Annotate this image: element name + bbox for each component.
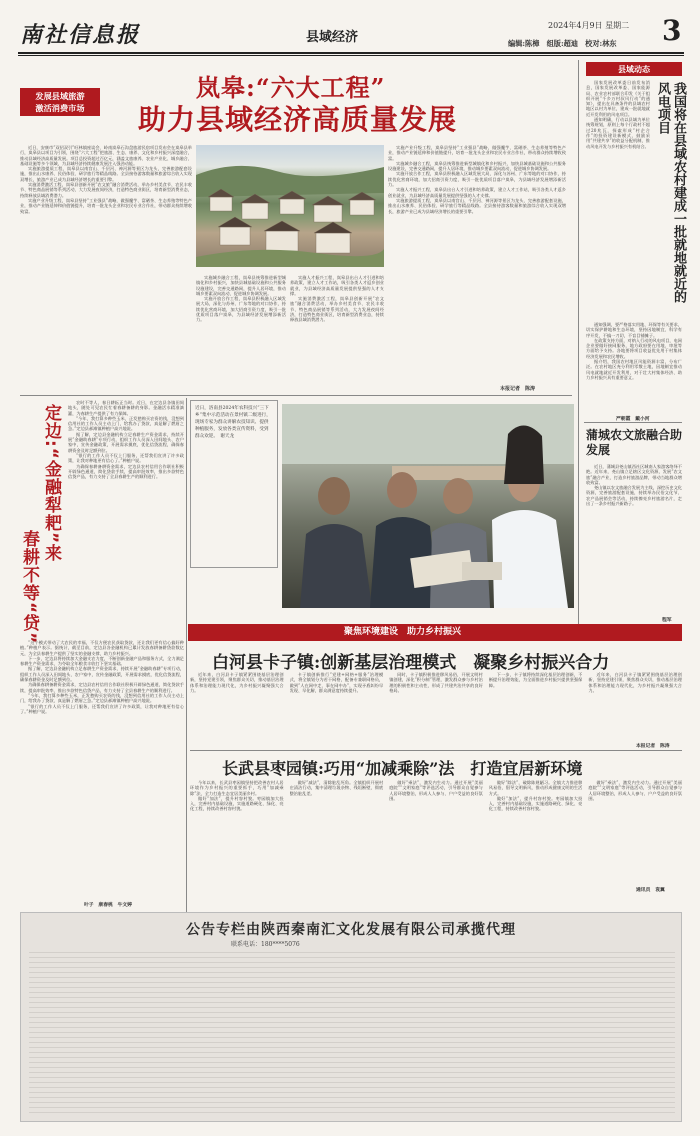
left-paragraph: 为确保春耕备耕资金需求，定边县农村信用合作联社积极开辟绿色通道，简化贷款手续，提高审批效率，推出多款特色信贷产品，有力支持了全县春耕生产的顺利进行。: [20, 682, 184, 693]
story-a-paragraph: 同时，卡子镇积极推进移风易俗，开展文明村镇创建，深化“积分制”管理，激发群众参与乡村治理的积极性和主动性，形成了共建共治共享的良好格局。: [389, 672, 483, 693]
photo-caption: 近日，洛南县2024年农科技兴“三下乡”集中示范活动在景村镇二级进行，现场专家为群众讲解农技知识、提供种植服务，发放各类宣传资料，受到群众欢迎。 谢天龙: [195, 406, 271, 439]
notice-title: 公告专栏由陕西秦南汇文化发展有限公司承揽代理: [186, 922, 516, 938]
side-paragraph: 据介绍，我国农村地区风能资源丰富，分布广泛。在农村地区充分利用零散土地，因地制宜推动风电就地就近开发利用，对于壮大村集体经济、助力乡村振兴具有重要意义。: [586, 359, 682, 380]
page-number: 3: [662, 14, 682, 47]
story-a-paragraph: 近年来，白河县卡子镇紧紧围绕基层治理创新，坚持党建引领，聚焦群众关切，推动基层治理体系和治理能力现代化，为乡村振兴凝聚强大合力。: [190, 672, 284, 693]
story-a-paragraph: 卡子镇创新推行“党建+网格+服务”治理模式，将全镇划分为若干网格，配备专兼职网格员，做到“人在网中走、事在网中办”，实现矛盾纠纷早发现、早化解，群众满意度持续提升。: [289, 672, 384, 693]
left-column-rule: [186, 398, 187, 912]
story-divider: [190, 750, 682, 751]
story-b-paragraph: 做好“乘法”，激发内生动力。通过开展“美丽庭院”“文明家庭”等评选活动，引导群众自觉参与人居环境整治，形成人人参与、户户受益的良好氛围。: [588, 780, 682, 801]
lead-paragraph: 实施城乡融合工程，岚皋县统筹推进新型城镇化和乡村振兴，加快县城基础设施和公共服务设施建设，完善交通路网，提升人居环境，推动城乡要素双向流动，促进城乡协调发展。: [196, 275, 286, 296]
lead-paragraph: 实施旅游提质工程，岚皋县以南宫山、千层河、神河源等景区为龙头，完善旅游配套设施，推出山水康养、民俗体验、研学旅行等精品线路。全县接待游客数量和旅游综合收入实现双增长，旅游产业已成为县域经济增长的重要引擎。: [20, 166, 192, 182]
left-paragraph: 下一步，定边县将持续加大金融支农力度，不断创新金融产品和服务方式，全力满足春耕生产资金需求，为夺取全年粮食丰收打下坚实基础。: [20, 655, 184, 667]
section-name: 县域经济: [306, 30, 359, 45]
lead-paragraph: 实施产业升级工程，岚皋县坚持“工业强县”战略，做强魔芋、富硒茶、生态养殖等特色产业，推动产业链延伸和价值链提升，培育一批龙头企业和农民专业合作社，带动群众持续增收致富。: [20, 197, 192, 214]
photo-caption-box: [190, 400, 278, 568]
masthead: [0, 0, 700, 60]
left-story-title-1: 定边:“金融犁耙”来: [41, 404, 61, 563]
main-photo-farmers: [282, 404, 574, 608]
story-a-paragraph: 下一步，卡子镇将持续深化基层治理创新，不断提升治理效能，为全面推进乡村振兴提供坚强保障。: [488, 672, 583, 688]
left-paragraph: “银行的工作人员不仅上门服务，还帮我们宣讲了许多政策，让我对种地更有信心了。”种植户说。: [68, 452, 184, 464]
side2-paragraph: 尧山镇以农文旅融合发展为主线，深挖历史文化资源，完善旅游配套设施，持续举办民俗文化节、农产品展销会等活动，持续擦亮乡村旅游名片，走出了一条乡村振兴新路子。: [586, 485, 682, 507]
lead-paragraph: 实施消费激活工程，岚皋县创新开展“农文旅”融合消费活动，举办乡村美食节、农民丰收节、特色商品展销等系列活动，大力发展夜间经济，打造特色商业街区，培育新型消费业态，持续释放县域消费潜力。: [20, 182, 192, 198]
story-b-title: 长武县枣园镇:巧用“加减乘除”法 打造宜居新环境: [222, 759, 583, 778]
lead-paragraph: 实施旅游提质工程，岚皋县以南宫山、千层河、神河源等景区为龙头，完善旅游配套设施，推出山水康养、民俗体验、研学旅行等精品线路。全县接待游客数量和旅游综合收入实现双增长，旅游产业已成为县域经济增长的重要引擎。: [388, 197, 566, 214]
side-story-body-2: [586, 322, 682, 414]
left-paragraph: 农时不等人，春日耕耘正当时。近日，在定边县各镇田间地头，随处可见农民忙着春耕备耕的身影。金融活水精准滴灌，为春耕生产提供了有力保障。: [68, 400, 184, 416]
side-story-byline: 严朝霞 戴小河: [616, 416, 650, 422]
masthead-rule: [18, 52, 684, 54]
story-b-paragraph: 今年以来，长武县枣园镇坚持把改善农村人居环境作为乡村振兴的重要抓手，巧用“加减乘除”法，全力打造生态宜居美丽乡村。: [190, 780, 284, 796]
story-b-paragraph: 做好“加法”，提升村容村貌。枣园镇加大投入，完善村内基础设施，实施道路硬化、绿化、亮化工程，持续改善村容村貌。: [190, 795, 284, 812]
notice-block: [20, 912, 682, 1122]
column-rule: [578, 60, 579, 624]
lead-body-col2: [196, 275, 286, 395]
lead-byline: 本报记者 陈涛: [500, 386, 536, 392]
side2-paragraph: 近日，蒲城县尧山镇西社区城南人家游客络绎不绝。近年来，尧山镇立足辖区文化资源，发展“农文旅”融合产业，打造乡村旅游品牌，带动当地群众增收致富。: [586, 464, 682, 485]
story-b-byline: 通讯员 袁翼: [636, 887, 665, 893]
paper-name: 南社信息报: [20, 22, 141, 48]
side-story2-byline: 程军: [662, 617, 672, 623]
story-b-paragraph: 做好“减法”，清除脏乱死角。全镇组织开展村庄清洁行动，集中清理垃圾杂物、残垣断壁，彻底整治脏乱差。: [289, 780, 384, 796]
lead-paragraph: 实施产业升级工程，岚皋县坚持“工业强县”战略，做强魔芋、富硒茶、生态养殖等特色产业，推动产业链延伸和价值链提升，培育一批龙头企业和农民专业合作社，带动群众持续增收致富。: [388, 145, 566, 161]
lead-body-col1: [20, 145, 192, 385]
side-story-body: [586, 80, 650, 320]
story-a-byline: 本报记者 陈涛: [636, 743, 670, 749]
lead-title-line1: 岚皋:“六大工程”: [196, 73, 386, 102]
farmers-illustration: [282, 404, 574, 608]
story-a-paragraph: 近年来，白河县卡子镇紧紧围绕基层治理创新，坚持党建引领，聚焦群众关切，推动基层治理体系和治理能力现代化，为乡村振兴凝聚强大合力。: [588, 672, 682, 693]
side-story-title: 我国将在县域农村建成一批就地就近的风电项目: [655, 82, 686, 303]
story-b-paragraph: 做好“乘法”，激发内生动力。通过开展“美丽庭院”“文明家庭”等评选活动，引导群众自觉参与人居环境整治，形成人人参与、户户受益的良好氛围。: [389, 780, 483, 801]
side-story2-title: 蒲城农文旅融合助发展: [586, 428, 683, 457]
side-story2-body: [586, 464, 682, 614]
notice-phone: 联系电话：180****5076: [231, 941, 300, 948]
left-story-body-a: [68, 400, 184, 636]
left-paragraph: “今年，我打算多种些玉米，正发愁购买农资的钱，没想到信用社的工作人员主动上门，给我办了贷款，真是解了燃眉之急。”定边县郝滩镇种植户高兴地说。: [68, 415, 184, 432]
story-b-body: [190, 780, 682, 884]
left-paragraph: 为确保春耕备耕资金需求，定边县农村信用合作联社积极开辟绿色通道，简化贷款手续，提高审批效率，推出多款特色信贷产品，有力支持了全县春耕生产的顺利进行。: [68, 463, 184, 480]
left-paragraph: 据了解，定边县金融机构立足春耕生产资金需求，持续开展“金融助春耕”专项行动，组织工作人员深入田间地头、农户家中，宣传金融政策，开展需求摸底，优化信贷流程，确保春耕资金及时足额到位。: [68, 431, 184, 453]
left-story-title-2: 春耕不等“贷”: [19, 530, 39, 645]
village-illustration: [196, 145, 384, 267]
left-paragraph: “今年，我打算多种些玉米，正发愁购买农资的钱，没想到信用社的工作人员主动上门，给我办了贷款，真是解了燃眉之急。”定边县郝滩镇种植户高兴地说。: [20, 692, 184, 704]
side-paragraph: 通知强调，要严格落实用地、环保等有关要求，切实保护耕地和生态环境，坚持因地制宜、科学有序开发，不搞一刀切，不盲目铺摊子。: [586, 322, 682, 338]
left-story-body-b: [20, 640, 184, 898]
lead-paragraph: 实施人才振兴工程，岚皋县出台人才引进和培养政策，建立人才工作站，吸引各类人才返乡创业就业，为县域经济高质量发展提供坚强的人才支撑。: [388, 187, 566, 198]
side-paragraph: 在政策支持方面，对纳入行动的风电项目，电网企业要做好接网服务，地方政府要在用地、审批等方面给予支持。各地要将项目收益优先用于村集体经济发展和农民增收。: [586, 337, 682, 359]
left-paragraph: “银行的工作人员不仅上门服务，还帮我们宣讲了许多政策，让我对种地更有信心了。”种植户说。: [20, 703, 184, 714]
notice-grid: [29, 951, 675, 1117]
banner-title: 聚焦环境建设 助力乡村振兴: [344, 627, 462, 637]
lead-header: [20, 60, 572, 140]
side-paragraph: 国家发展改革委日前发布消息，国家发展改革委、国家能源局、农业农村部联合印发《关于组织开展“千乡万村驭风行动”的通知》，提出在具备条件的县域农村地区以村为单位，建成一批就地就近开发利用的风电项目。: [586, 80, 650, 117]
issue-date: 2024年4月9日 星期二: [548, 21, 630, 30]
story-a-title: 白河县卡子镇:创新基层治理模式 凝聚乡村振兴合力: [212, 653, 610, 673]
lead-paragraph: 近日，安康市“双招双引”旺林镇座谈会、岭南岚皋石沟盘旅游民宿项目发布会在岚皋县举行，岚皋县以项目为引领，围绕“六大工程”把旅游、生态、康养、文化和乡村振兴深度融合，推动县域经济高质量发展。项目总投资超过百亿元，涵盖文旅康养、农业产业化、城乡融合、基础设施等多个领域，为县域经济持续健康发展注入强劲动能。: [20, 145, 192, 166]
lead-paragraph: 实施城乡融合工程，岚皋县统筹推进新型城镇化和乡村振兴，加快县城基础设施和公共服务设施建设，完善交通路网，提升人居环境，推动城乡要素双向流动，促进城乡协调发展。: [388, 160, 566, 172]
side-paragraph: 通知明确，行动以县域为单位统筹规划，原则上每个行政村不超过20兆瓦，探索形成“村企合作”的投资建设新模式，鼓励采用“共建共享”的收益分配机制，推动风电开发与乡村振兴有机结合。: [586, 117, 650, 149]
news-header: 县域动态: [586, 62, 682, 76]
lead-title-line2: 助力县域经济高质量发展: [138, 103, 458, 136]
lead-photo-village: [196, 145, 384, 267]
staff-line: 编辑:陈樟 组版:超迪 校对:林东: [508, 39, 617, 48]
masthead-rule-thin: [18, 55, 684, 56]
lead-body-col3: [290, 275, 384, 395]
lead-paragraph: 实施人才振兴工程，岚皋县出台人才引进和培养政策，建立人才工作站，吸引各类人才返乡创业就业，为县域经济高质量发展提供坚强的人才支撑。: [290, 275, 384, 296]
left-paragraph: 据了解，定边县金融机构立足春耕生产资金需求，持续开展“金融助春耕”专项行动，组织工作人员深入田间地头、农户家中，宣传金融政策，开展需求摸底，优化信贷流程，确保春耕资金及时足额到位。: [20, 666, 184, 683]
story-b-paragraph: 做好“加法”，提升村容村貌。枣园镇加大投入，完善村内基础设施，实施道路硬化、绿化、亮化工程，持续改善村容村貌。: [488, 795, 583, 812]
section-banner: [188, 624, 682, 641]
lead-paragraph: 实施开放合作工程，岚皋县积极融入区域发展大局，深化与苏州、广东等地的对口协作，持续优化营商环境，加大招商引资力度，吸引一批优质项目落户岚皋，为县域经济发展增添新活力。: [388, 171, 566, 188]
sidebar-divider: [584, 422, 682, 423]
lead-paragraph: 实施消费激活工程，岚皋县创新开展“农文旅”融合消费活动，举办乡村美食节、农民丰收节、特色商品展销等系列活动，大力发展夜间经济，打造特色商业街区，培育新型消费业态，持续释放县域消费潜力。: [290, 296, 384, 323]
lead-kicker: 发展县域旅游 激活消费市场: [20, 88, 100, 116]
left-paragraph: “这个模式带动了大农民的幸福，不仅方便农民获取贷款，还让我们更有信心搞好种植。”种植户表示。据统计，截至目前，定边县各金融机构已累计发放春耕备耕贷款数亿元，为全县春耕生产提供了坚实的金融支撑，助力乡村振兴。: [20, 640, 184, 656]
lead-divider: [20, 395, 572, 396]
story-b-paragraph: 做好“除法”，破除陈规陋习。全镇大力推进移风易俗，倡导文明新风，推动形成健康文明的生活方式。: [488, 780, 583, 796]
lead-body-col4: [388, 145, 566, 385]
left-story-byline: 叶子 康春桃 牛文婷: [84, 902, 132, 908]
lead-paragraph: 实施开放合作工程，岚皋县积极融入区域发展大局，深化与苏州、广东等地的对口协作，持续优化营商环境，加大招商引资力度，吸引一批优质项目落户岚皋，为县域经济发展增添新活力。: [196, 296, 286, 323]
story-a-body: [190, 672, 682, 742]
